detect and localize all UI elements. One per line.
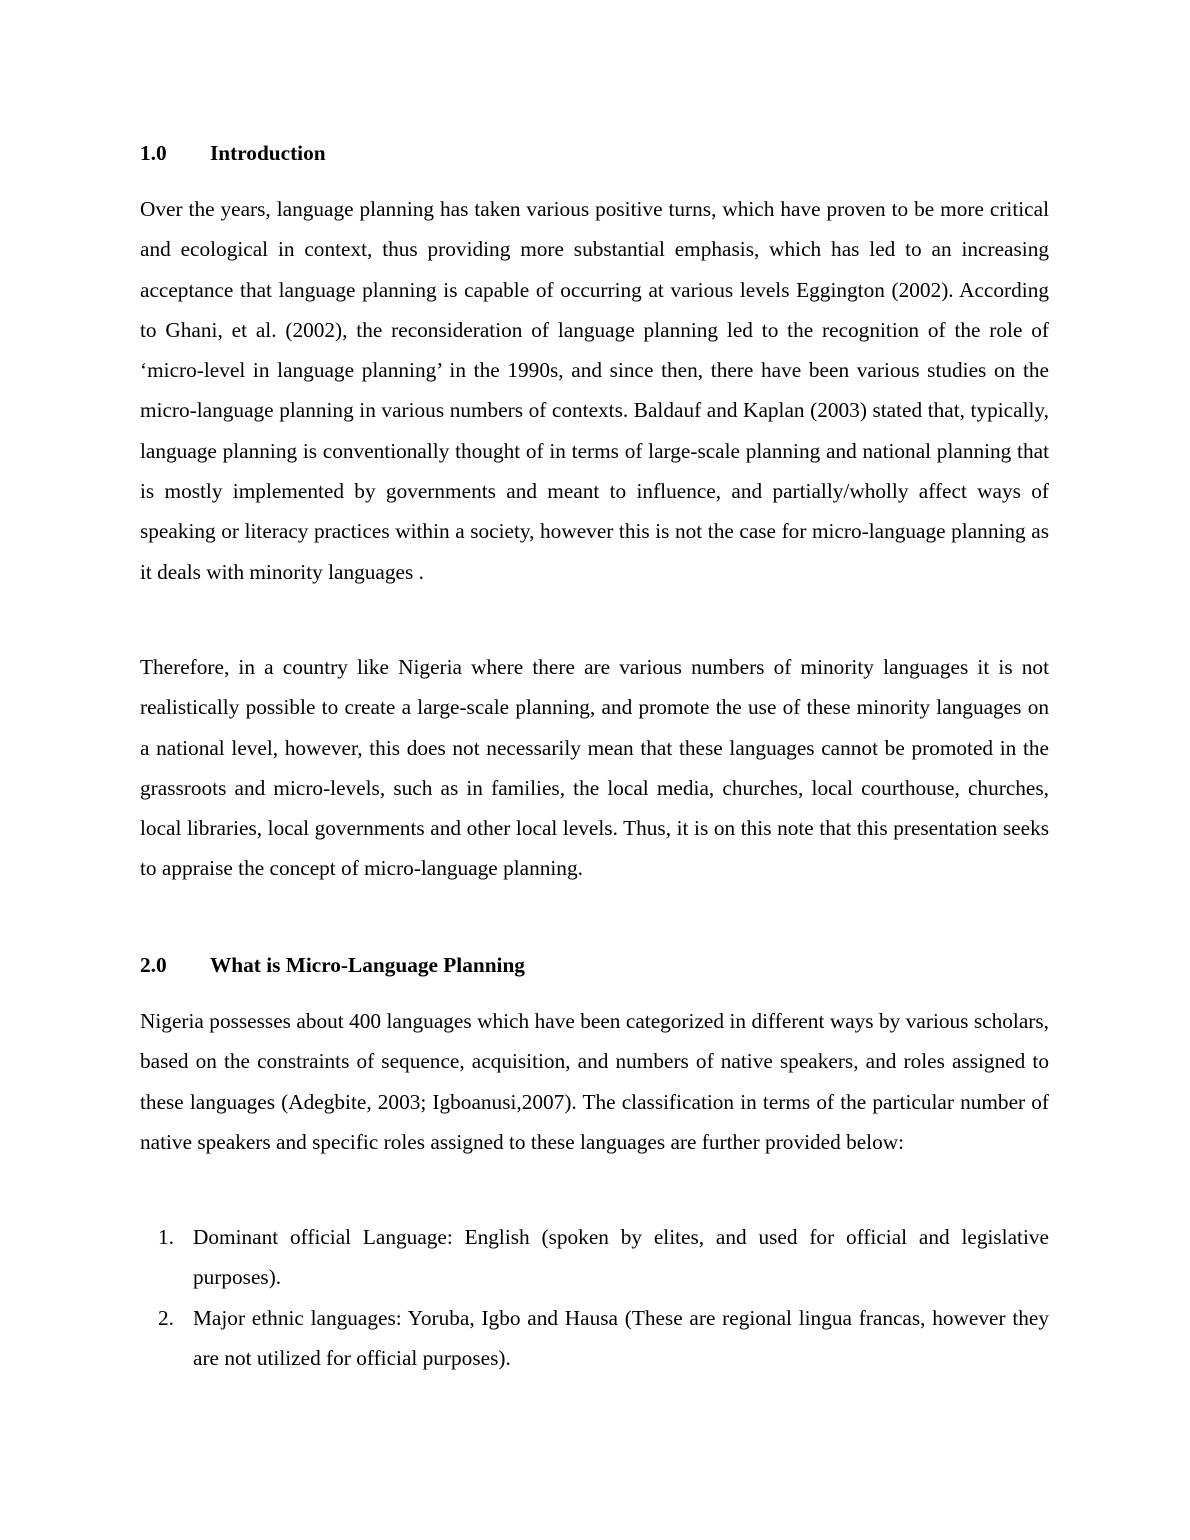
paragraph: Nigeria possesses about 400 languages which have been categorized in different ways by various scholars, based on the constraints of sequence, acquisition, and numbers of native speakers, and roles assigned to these languages (Adegbite, 2003; Igboanusi,2007). The classification in terms of the particular number of native speakers and specific roles assigned to these languages are further provided below:	[140, 1009, 1049, 1154]
section-number: 1.0	[140, 141, 167, 165]
numbered-list	[140, 1217, 1049, 1378]
section-title: What is Micro-Language Planning	[210, 953, 525, 977]
list-item	[140, 1298, 1049, 1379]
list-item	[140, 1217, 1049, 1298]
list-marker: 1.	[158, 1225, 174, 1249]
section-heading-micro-language-planning	[140, 951, 525, 979]
list-item-text: Dominant official Language: English (spoken by elites, and used for official and legislative purposes).	[193, 1225, 1049, 1290]
section-title: Introduction	[210, 141, 326, 165]
list-item-text: Major ethnic languages: Yoruba, Igbo and Hausa (These are regional lingua francas, however they are not utilized for official purposes).	[193, 1305, 1049, 1370]
section-heading-introduction	[140, 139, 326, 167]
paragraph: Therefore, in a country like Nigeria where there are various numbers of minority languages it is not realistically possible to create a large-scale planning, and promote the use of these minority languages on a national level, however, this does not necessarily mean that these languages cannot be promoted in the grassroots and micro-levels, such as in families, the local media, churches, local courthouse, churches, local libraries, local governments and other local levels. Thus, it is on this note that this presentation seeks to appraise the concept of micro-language planning.	[140, 655, 1049, 881]
list-marker: 2.	[158, 1305, 174, 1330]
section-number: 2.0	[140, 953, 167, 977]
paragraph: Over the years, language planning has taken various positive turns, which have proven to be more critical and ecological in context, thus providing more substantial emphasis, which has led to an increasing acceptance that language planning is capable of occurring at various levels Eggington (2002). According to Ghani, et al. (2002), the reconsideration of language planning led to the recognition of the role of ‘micro-level in language planning’ in the 1990s, and since then, there have been various studies on the micro-language planning in various numbers of contexts. Baldauf and Kaplan (2003) stated that, typically, language planning is conventionally thought of in terms of large-scale planning and national planning that is mostly implemented by governments and meant to influence, and partially/wholly affect ways of speaking or literacy practices within a society, however this is not the case for micro-language planning as it deals with minority languages .	[140, 197, 1049, 584]
